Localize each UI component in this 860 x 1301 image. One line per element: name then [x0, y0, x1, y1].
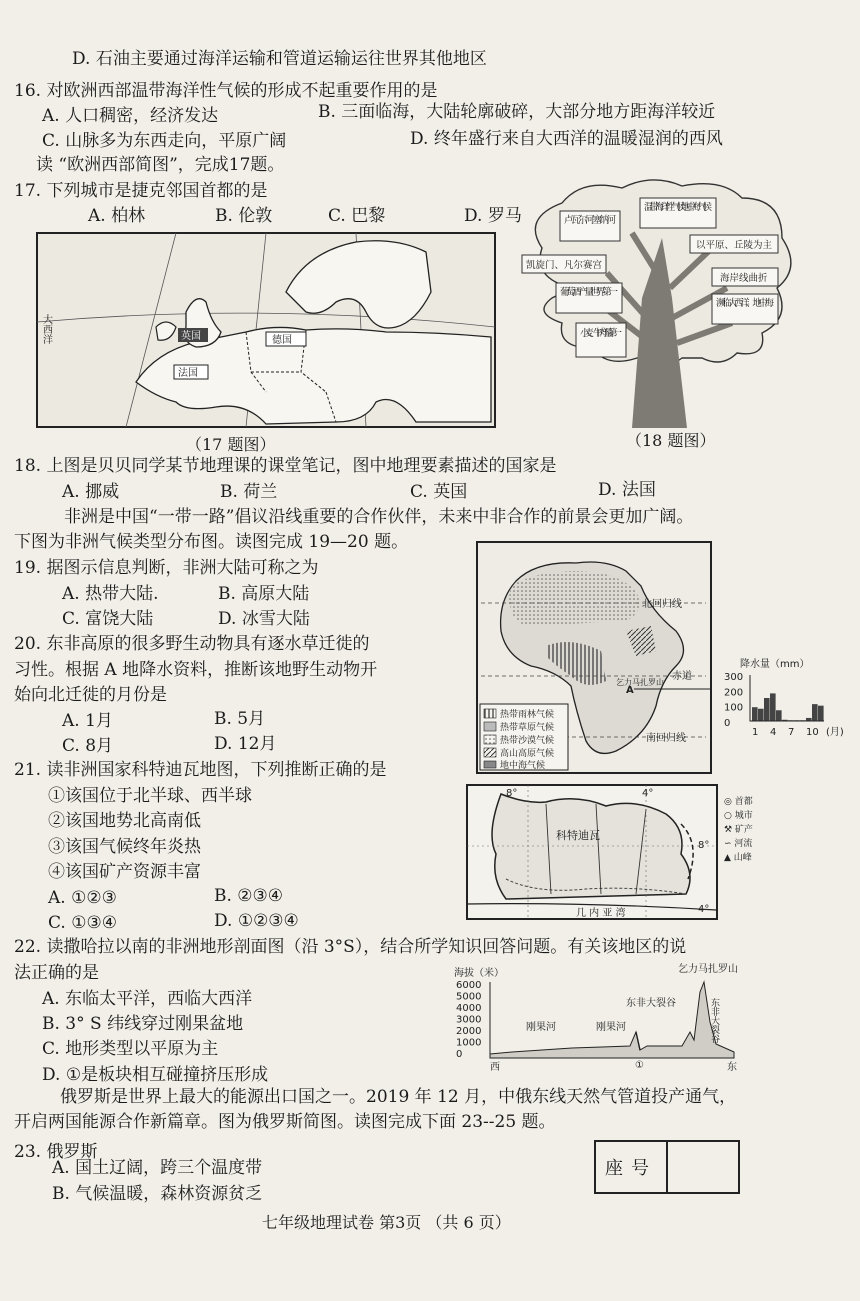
- q22-option-a: A. 东临太平洋，西临大西洋: [42, 989, 253, 1009]
- rain-bar-4: [770, 693, 776, 721]
- q17-option-a: A. 柏林: [88, 206, 146, 226]
- legend-savanna: 热带草原气候: [500, 723, 555, 733]
- climate-legend: [480, 704, 568, 771]
- intro-19-line2: 下图为非洲气候类型分布图。读图完成 19—20 题。: [14, 532, 409, 552]
- leaf-1: 卢瓦尔河 塞纳河: [564, 215, 616, 226]
- legend-mediterranean: 地中海气候: [500, 761, 546, 771]
- question-22-line2: 法正确的是: [14, 963, 99, 983]
- rain-ytick: 0: [724, 717, 731, 729]
- question-22-line1: 22. 读撒哈拉以南的非洲地形剖面图（沿 3°S），结合所学知识回答问题。有关该地区的说: [14, 937, 687, 957]
- kili-label: 乞力马扎罗山: [616, 678, 664, 687]
- leaf-8: 小麦、牛肉 产量第一: [580, 328, 622, 339]
- q21-statement-2: ②该国地势北高南低: [48, 811, 201, 831]
- intro-19-line1: 非洲是中国“一带一路”倡议沿线重要的合作伙伴，未来中非合作的前景会更加广阔。: [64, 507, 694, 527]
- intro-23-line2: 开启两国能源合作新篇章。图为俄罗斯简图。读图完成下面 23--25 题。: [14, 1112, 556, 1132]
- rain-bar-3: [764, 698, 770, 721]
- q19-option-d: D. 冰雪大陆: [218, 609, 310, 629]
- profile-ytick: 4000: [456, 1003, 482, 1014]
- ocean-label: 大西洋: [40, 314, 52, 344]
- africa-climate-map: [476, 541, 712, 778]
- question-20-line3: 始向北迁徙的月份是: [14, 685, 167, 705]
- question-21: 21. 读非洲国家科特迪瓦地图，下列推断正确的是: [14, 760, 387, 780]
- question-16: 16. 对欧洲西部温带海洋性气候的形成不起重要作用的是: [14, 81, 438, 101]
- tropic-n-label: 北回归线: [642, 599, 682, 610]
- profile-ytick: 0: [456, 1049, 463, 1060]
- profile-ytick: 2000: [456, 1026, 482, 1037]
- profile-ylabel: 海拔（米）: [454, 968, 504, 979]
- uk-label: 英国: [181, 331, 201, 342]
- ivory-legend-1: ◎ 首都: [724, 797, 753, 807]
- point-a-label: A: [626, 685, 634, 696]
- rain-title: 降水量（mm）: [740, 659, 810, 670]
- leaf-3: 以平原、丘陵为主: [696, 240, 773, 251]
- rainfall-chart: [712, 655, 858, 743]
- q23-option-a: A. 国土辽阔，跨三个温度带: [52, 1158, 263, 1178]
- question-18: 18. 上图是贝贝同学某节地理课的课堂笔记，图中地理要素描述的国家是: [14, 456, 557, 476]
- lon-left-label: 8°: [506, 788, 518, 799]
- q18-option-a: A. 挪威: [62, 482, 120, 502]
- profile-marker: ①: [635, 1060, 644, 1071]
- rain-ytick: 200: [724, 687, 744, 699]
- q20-option-d: D. 12月: [214, 734, 277, 754]
- rain-ytick: 100: [724, 702, 744, 714]
- q19-option-c: C. 富饶大陆: [62, 609, 154, 629]
- q17-option-d: D. 罗马: [464, 206, 522, 226]
- q21-option-b: B. ②③④: [214, 886, 284, 906]
- profile-ytick: 6000: [456, 980, 482, 991]
- rain-bar-12: [818, 706, 824, 721]
- rain-bar-11: [812, 704, 818, 721]
- q19-option-a: A. 热带大陆.: [62, 584, 159, 604]
- ivory-region-label: 科特迪瓦: [556, 829, 600, 842]
- page-footer: 七年级地理试卷 第3页 （共 6 页）: [262, 1213, 511, 1232]
- rain-xtick: 1: [752, 727, 759, 738]
- profile-west: 西: [490, 1062, 500, 1072]
- legend-rainforest: 热带雨林气候: [500, 710, 555, 720]
- q21-option-c: C. ①③④: [48, 913, 117, 933]
- leaf-5: 海岸线曲折: [720, 273, 768, 284]
- lat-right-label: 8°: [698, 840, 710, 851]
- profile-congo-2: 刚果河: [596, 1022, 626, 1033]
- q15-option-d: D. 石油主要通过海洋运输和管道运输运往世界其他地区: [72, 49, 487, 69]
- tropic-s-label: 南回归线: [646, 733, 686, 744]
- ivory-legend: [724, 795, 753, 863]
- ivory-legend-2: ○ 城市: [724, 811, 753, 821]
- q21-option-d: D. ①②③④: [214, 911, 299, 931]
- france-note-tree: [512, 178, 802, 432]
- q18-option-d: D. 法国: [598, 480, 656, 500]
- profile-rift: 东非大裂谷: [626, 998, 676, 1009]
- germany-label: 德国: [272, 335, 292, 346]
- q21-option-a: A. ①②③: [48, 888, 117, 908]
- q21-statement-4: ④该国矿产资源丰富: [48, 862, 201, 882]
- q20-option-a: A. 1月: [62, 711, 113, 731]
- legend-highland: 高山高原气候: [500, 749, 555, 759]
- profile-ytick: 3000: [456, 1014, 482, 1026]
- leaf-6: 葡萄酒产量 世界第一: [560, 287, 618, 298]
- seat-label: 座号: [596, 1142, 668, 1192]
- q18-option-b: B. 荷兰: [220, 482, 278, 502]
- terrain-profile: [452, 962, 752, 1076]
- intro-23-line1: 俄罗斯是世界上最大的能源出口国之一。2019 年 12 月，中俄东线天然气管道投产通气，: [60, 1087, 737, 1107]
- q18-option-c: C. 英国: [410, 482, 468, 502]
- leaf-4: 凯旋门、凡尔赛宫: [526, 260, 603, 271]
- q16-option-a: A. 人口稠密，经济发达: [42, 106, 219, 126]
- france-label: 法国: [178, 368, 198, 379]
- question-20-line1: 20. 东非高原的很多野生动物具有逐水草迁徙的: [14, 634, 370, 654]
- seat-value[interactable]: [668, 1142, 738, 1192]
- question-23: 23. 俄罗斯: [14, 1142, 98, 1162]
- question-17: 17. 下列城市是捷克邻国首都的是: [14, 181, 268, 201]
- q22-option-d: D. ①是板块相互碰撞挤压形成: [42, 1065, 269, 1085]
- q21-statement-1: ①该国位于北半球、西半球: [48, 786, 252, 806]
- ivory-legend-3: ⚒ 矿产: [724, 825, 753, 835]
- lat-bottom-label: 4°: [698, 904, 710, 915]
- question-19: 19. 据图示信息判断，非洲大陆可称之为: [14, 558, 319, 578]
- ivory-legend-5: ▲ 山峰: [724, 853, 752, 863]
- rain-unit: (月): [826, 727, 844, 738]
- q22-option-c: C. 地形类型以平原为主: [42, 1039, 219, 1059]
- leaf-2: 温带海洋性气候 地中海气候: [644, 202, 712, 213]
- rain-bar-2: [758, 709, 764, 721]
- q17-option-b: B. 伦敦: [215, 206, 273, 226]
- q22-option-b: B. 3° S 纬线穿过刚果盆地: [42, 1014, 244, 1034]
- profile-ytick: 1000: [456, 1037, 482, 1049]
- europe-map: [36, 232, 496, 432]
- seat-number-box: [594, 1140, 740, 1194]
- caption-17: （17 题图）: [186, 435, 276, 454]
- q20-option-c: C. 8月: [62, 736, 114, 756]
- rain-xtick: 4: [770, 727, 777, 738]
- gulf-label: 几 内 亚 湾: [576, 908, 626, 919]
- equator-label: 赤道: [672, 671, 692, 682]
- caption-18: （18 题图）: [626, 431, 716, 450]
- rain-xtick: 10: [806, 727, 819, 738]
- profile-congo-1: 刚果河: [526, 1022, 556, 1033]
- profile-east: 东: [727, 1062, 737, 1072]
- rain-xtick: 7: [788, 727, 795, 738]
- rain-bar-5: [776, 710, 782, 721]
- q16-option-b: B. 三面临海，大陆轮廓破碎，大部分地方距海洋较近: [318, 102, 716, 122]
- q17-option-c: C. 巴黎: [328, 206, 386, 226]
- ivory-coast-map: [466, 784, 856, 926]
- rain-bar-1: [752, 707, 758, 721]
- profile-peak: 乞力马扎罗山: [678, 964, 738, 975]
- lon-right-label: 4°: [642, 788, 654, 799]
- q20-option-b: B. 5月: [214, 709, 266, 729]
- legend-desert: 热带沙漠气候: [500, 736, 555, 746]
- q16-option-c: C. 山脉多为东西走向，平原广阔: [42, 131, 287, 151]
- q23-option-b: B. 气候温暖，森林资源贫乏: [52, 1184, 263, 1204]
- q21-statement-3: ③该国气候终年炎热: [48, 837, 201, 857]
- profile-east-rift: 东非大裂谷: [709, 998, 719, 1043]
- ivory-legend-4: ∽ 河流: [724, 839, 753, 849]
- leaf-7: 濒临大西洋、地中海: [716, 298, 774, 309]
- profile-ytick: 5000: [456, 991, 482, 1003]
- intro-17: 读 “欧洲西部简图”，完成17题。: [36, 155, 285, 175]
- question-20-line2: 习性。根据 A 地降水资料，推断该地野生动物开: [14, 660, 378, 680]
- q16-option-d: D. 终年盛行来自大西洋的温暖湿润的西风: [410, 129, 723, 149]
- rain-ytick: 300: [724, 672, 744, 683]
- q19-option-b: B. 高原大陆: [218, 584, 310, 604]
